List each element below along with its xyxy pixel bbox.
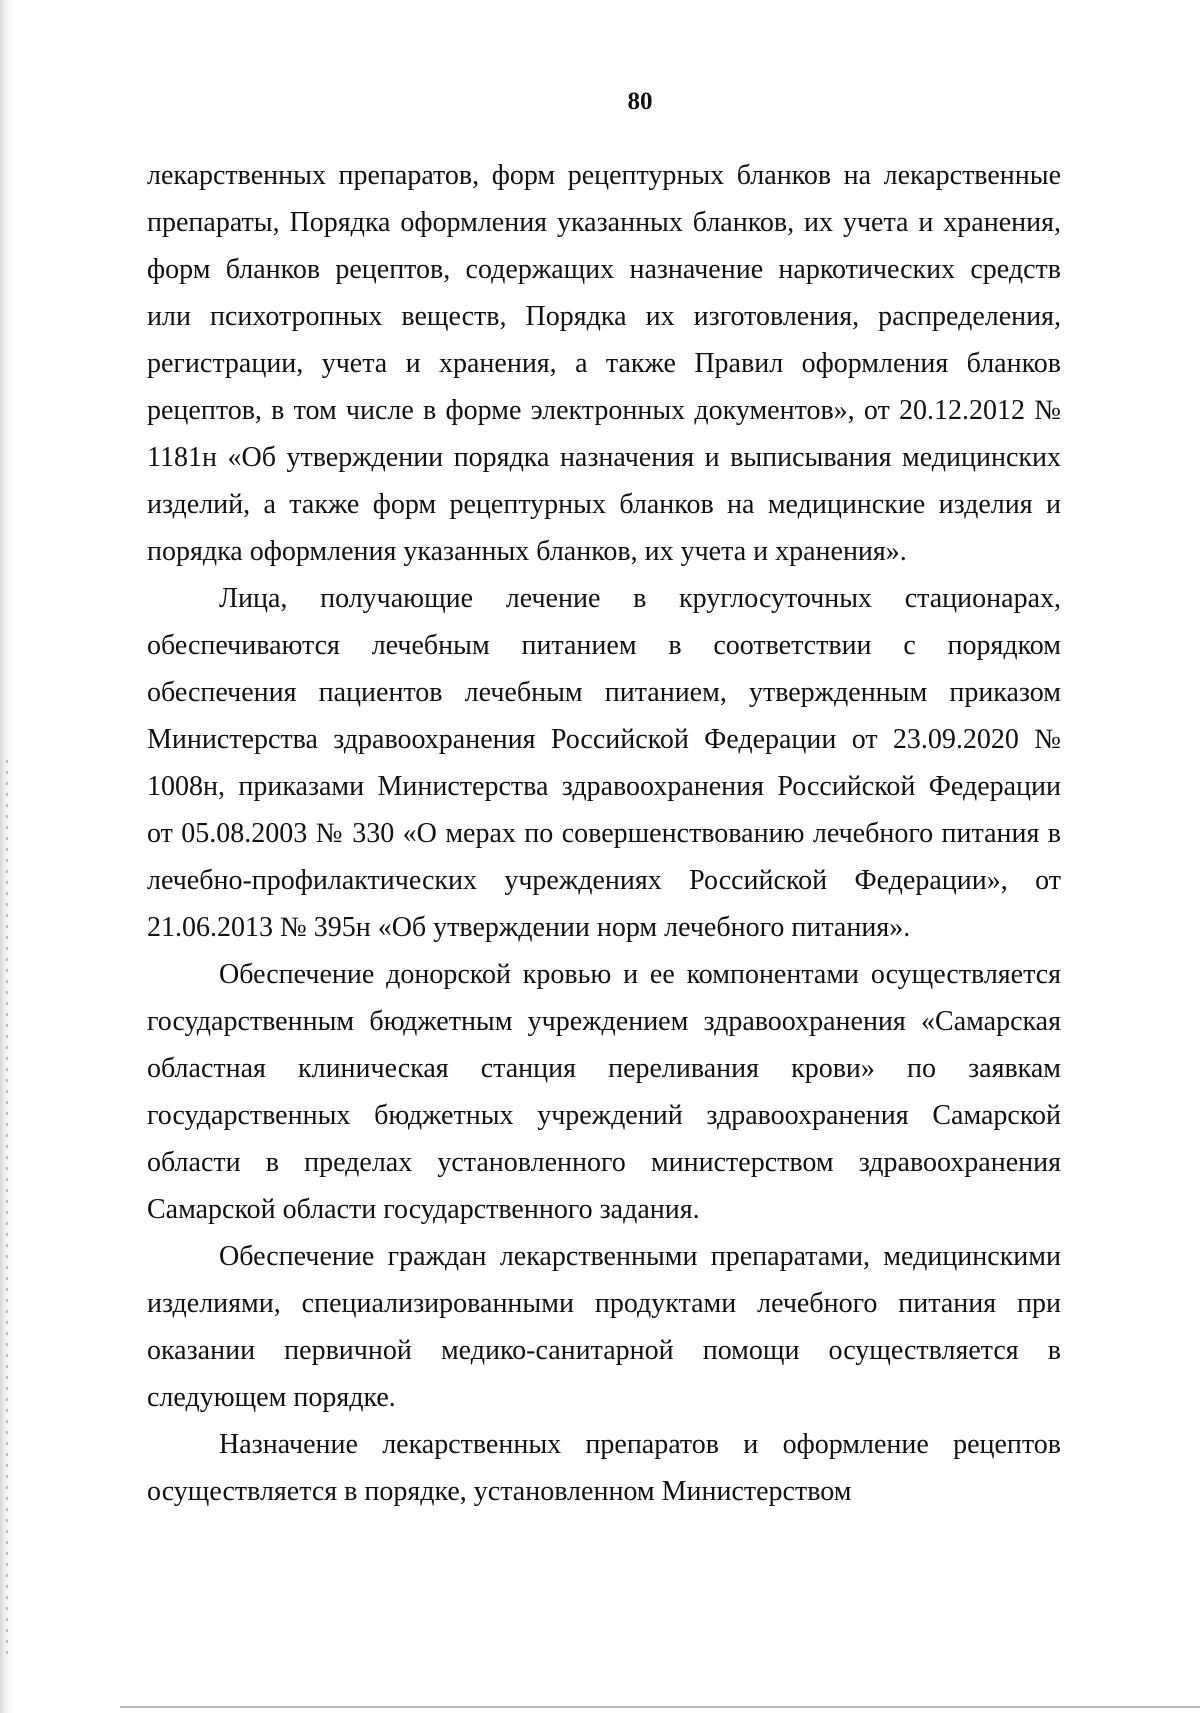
scan-bottom-edge [120,1706,1200,1708]
paragraph-2: Лица, получающие лечение в круглосуточных стационарах, обеспечиваются лечебным питанием в соответствии с порядком обеспечения пациентов лечебным питанием, утвержденным приказом Министерства здравоохранения Российской Федерации от 23.09.2020 № 1008н, приказами Министерства здравоохранения Российской Федерации от 05.08.2003 № 330 «О мерах по совершенствованию лечебного питания в лечебно-профилактических учреждениях Российской Федерации», от 21.06.2013 № 395н «Об утверждении норм лечебного питания». [147,583,1061,943]
paragraph-1: лекарственных препаратов, форм рецептурных бланков на лекарственные препараты, Порядка оформления указанных бланков, их учета и хранения, форм бланков рецептов, содержащих назначение наркотических средств или психотропных веществ, Порядка их изготовления, распределения, регистрации, учета и хранения, а также Правил оформления бланков рецептов, в том числе в форме электронных документов», от 20.12.2012 № 1181н «Об утверждении порядка назначения и выписывания медицинских изделий, а также форм рецептурных бланков на медицинские изделия и порядка оформления указанных бланков, их учета и хранения». [147,160,1061,567]
paragraph-4: Обеспечение граждан лекарственными препаратами, медицинскими изделиями, специализированными продуктами лечебного питания при оказании первичной медико-санитарной помощи осуществляется в следующем порядке. [147,1241,1061,1413]
scan-left-edge [0,0,14,1713]
paragraph-3: Обеспечение донорской кровью и ее компонентами осуществляется государственным бюджетным учреждением здравоохранения «Самарская областная клиническая станция переливания крови» по заявкам государственных бюджетных учреждений здравоохранения Самарской области в пределах установленного министерством здравоохранения Самарской области государственного задания. [147,959,1061,1225]
paragraph-5: Назначение лекарственных препаратов и оформление рецептов осуществляется в порядке, установленном Министерством [147,1429,1061,1507]
document-body [147,152,1061,1515]
page-number: 80 [627,88,653,115]
